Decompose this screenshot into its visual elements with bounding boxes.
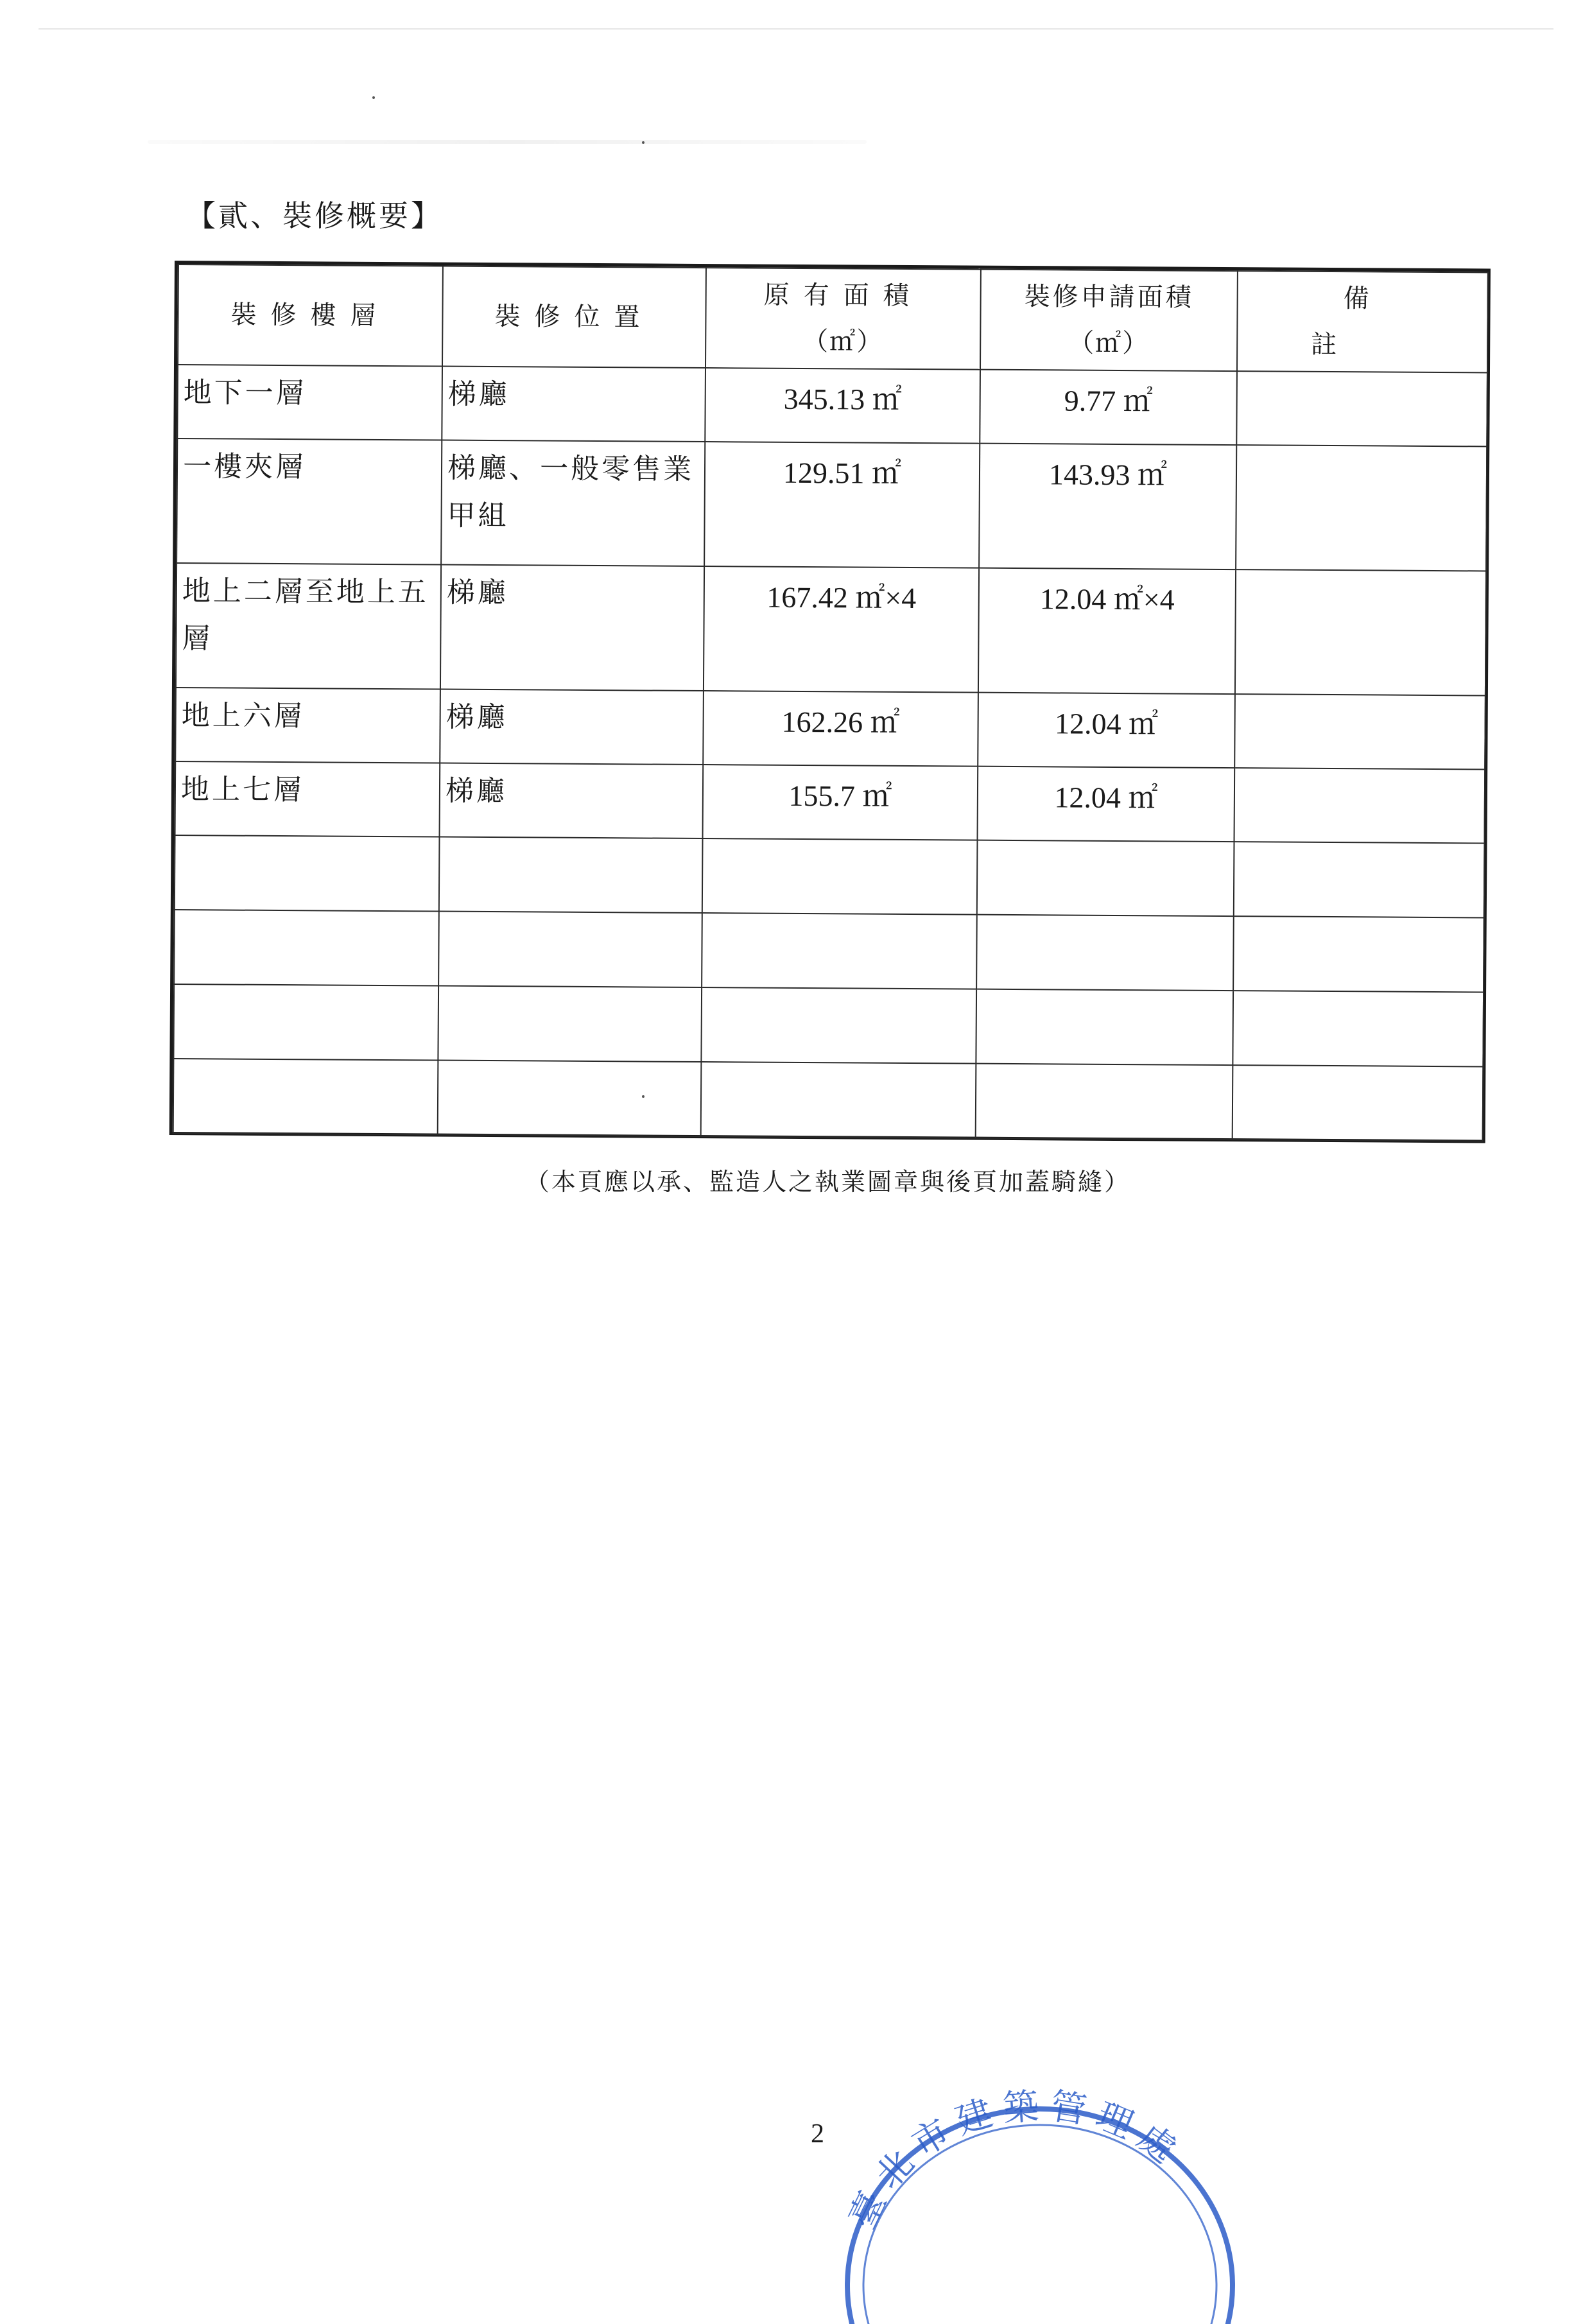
cell-floor: 地上六層: [175, 688, 440, 763]
empty-cell: [976, 1064, 1233, 1140]
cell-remarks: [1234, 768, 1485, 843]
cell-remarks: [1234, 694, 1485, 769]
header-original-area-unit: （㎡）: [802, 326, 884, 357]
header-remarks: 備註: [1237, 271, 1488, 372]
empty-cell: [439, 837, 703, 914]
header-floor: 裝修樓層: [178, 264, 443, 367]
empty-cell: [976, 915, 1234, 991]
table-row: [175, 761, 1485, 843]
seal-footnote: （本頁應以承、監造人之執業圖章與後頁加蓋騎縫）: [525, 1168, 1131, 1196]
cell-location: 梯廳: [440, 689, 704, 765]
scan-smudge: [148, 140, 867, 144]
official-seal-stamp: [828, 2080, 1239, 2324]
header-original-area: 原有面積 （㎡）: [705, 268, 981, 370]
cell-floor: 地上二層至地上五層: [176, 563, 441, 689]
scan-speck: [642, 141, 645, 144]
cell-applied-area: 12.04 ㎡×4: [978, 568, 1236, 694]
empty-cell: [976, 989, 1233, 1065]
table-row: [175, 688, 1485, 769]
empty-cell: [977, 840, 1234, 916]
empty-table-row: [173, 1059, 1484, 1141]
cell-location: 梯廳: [440, 565, 704, 691]
cell-original-area: 162.26 ㎡: [703, 691, 978, 767]
cell-applied-area: 12.04 ㎡: [978, 767, 1235, 842]
table-row: [177, 438, 1487, 571]
cell-remarks: [1236, 371, 1487, 446]
header-location: 裝修位置: [442, 266, 706, 369]
cell-floor: 地上七層: [175, 761, 440, 837]
cell-original-area: 155.7 ㎡: [703, 765, 978, 840]
empty-cell: [1234, 842, 1485, 917]
cell-applied-area: 143.93 ㎡: [979, 444, 1236, 569]
empty-cell: [173, 984, 438, 1061]
scan-edge-line: [39, 28, 1553, 30]
table-row: [177, 365, 1487, 446]
empty-table-row: [173, 984, 1484, 1066]
empty-cell: [701, 987, 976, 1064]
empty-cell: [174, 910, 439, 986]
empty-table-row: [175, 835, 1485, 917]
cell-floor: 一樓夾層: [177, 438, 442, 565]
empty-cell: [173, 1059, 438, 1135]
empty-cell: [438, 1061, 702, 1137]
empty-cell: [438, 912, 702, 988]
cell-location: 梯廳: [442, 367, 705, 442]
empty-cell: [1233, 916, 1484, 992]
section-title: 【貳、裝修概要】: [186, 198, 443, 233]
cell-original-area: 345.13 ㎡: [705, 368, 980, 444]
renovation-summary-table: [169, 261, 1491, 1143]
empty-cell: [438, 986, 702, 1062]
table-row: [176, 563, 1486, 695]
cell-applied-area: 12.04 ㎡: [978, 693, 1235, 768]
cell-remarks: [1235, 569, 1486, 695]
table-header-row: [178, 264, 1488, 372]
empty-table-row: [174, 910, 1484, 992]
empty-cell: [701, 1062, 976, 1138]
empty-cell: [1233, 1065, 1484, 1141]
cell-applied-area: 9.77 ㎡: [980, 370, 1237, 445]
cell-location: 梯廳: [440, 763, 704, 839]
empty-cell: [702, 838, 978, 915]
cell-original-area: 129.51 ㎡: [704, 442, 980, 568]
stamp-text: 臺北市建築管理處: [842, 2085, 1191, 2235]
empty-cell: [1233, 991, 1484, 1066]
empty-cell: [702, 913, 977, 989]
empty-cell: [175, 835, 440, 912]
page-number: 2: [811, 2119, 824, 2149]
cell-location: 梯廳、一般零售業甲組: [441, 440, 705, 567]
cell-floor: 地下一層: [177, 365, 442, 440]
header-applied-area: 裝修申請面積 （㎡）: [980, 270, 1238, 371]
cell-original-area: 167.42 ㎡×4: [704, 566, 979, 693]
header-applied-area-unit: （㎡）: [1068, 328, 1150, 359]
summary-table-grid: [173, 264, 1489, 1141]
cell-remarks: [1236, 445, 1487, 571]
scan-speck: [372, 96, 375, 99]
